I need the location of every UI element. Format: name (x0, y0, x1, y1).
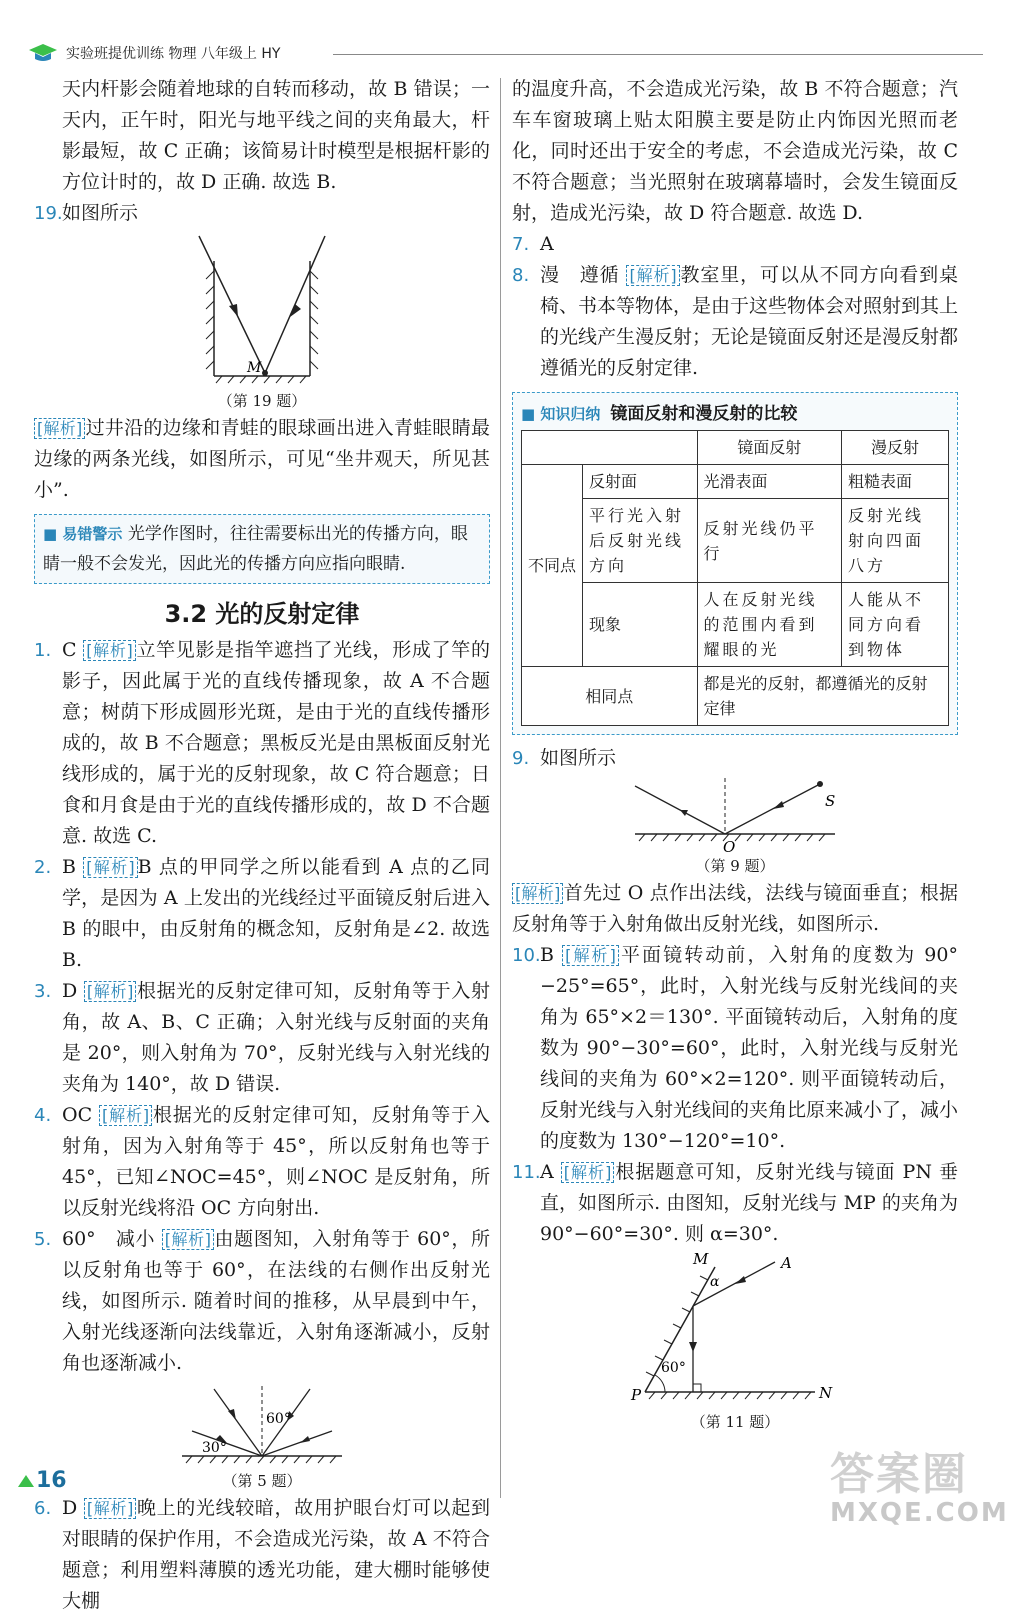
warning-title: ■ 易错警示 (43, 525, 123, 543)
question-2 (34, 852, 490, 976)
same-label: 相同点 (522, 667, 698, 726)
reflection-angle-diagram (172, 1381, 352, 1471)
analysis-text: B 点的甲同学之所以能看到 A 点的乙同学，是因为 A 上发出的光线经过平面镜反射后进入 B 的眼中，由反射角的概念知，反射角是∠2. 故选 B. (62, 856, 490, 971)
cell-mirror: 光滑表面 (697, 465, 841, 499)
table-row (522, 667, 949, 726)
comparison-table (521, 430, 949, 726)
table-row (522, 583, 949, 667)
angle-60-label: 60° (266, 1411, 291, 1427)
knowledge-title: 镜面反射和漫反射的比较 (610, 404, 798, 424)
answer: D (62, 980, 78, 1002)
row-label: 平行光入射后反射光线方向 (583, 499, 698, 583)
analysis-tag: [解析] (83, 857, 137, 878)
table-row (522, 499, 949, 583)
question-19 (34, 198, 490, 229)
answer: B (540, 944, 554, 966)
question-text: 如图所示 (62, 202, 139, 224)
answer: A (540, 233, 554, 255)
watermark (830, 1438, 1025, 1533)
answer: C (62, 639, 77, 661)
column-divider (500, 78, 501, 1498)
left-column (34, 74, 490, 1617)
figure-5 (34, 1381, 490, 1491)
answer: 60° 减小 (62, 1228, 156, 1250)
analysis-text: 教室里，可以从不同方向看到桌椅、书本等物体，是由于这些物体会对照射到其上的光线产生漫反射；无论是镜面反射还是漫反射都遵循光的反射定律. (540, 264, 959, 379)
analysis-text: 由题图知，入射角等于 60°，所以反射角也等于 60°，在法线的右侧作出反射光线，如图所示. 随着时间的推移，从早晨到中午，入射光线逐渐向法线靠近，入射角逐渐减小，反射角也逐渐减小. (62, 1228, 490, 1374)
question-number: 1. (34, 640, 52, 661)
point-m-label: M (693, 1252, 709, 1268)
page-number: 16 (18, 1468, 67, 1493)
header-diffuse: 漫反射 (841, 431, 948, 465)
row-label: 现象 (583, 583, 698, 667)
question-9 (512, 743, 958, 774)
warning-text: 光学作图时，往往需要标出光的传播方向，眼睛一般不会发光，因此光的传播方向应指向眼睛. (43, 524, 468, 574)
analysis-tag: [解析] (84, 1498, 136, 1519)
point-m-label: M (247, 360, 262, 376)
question-number: 7. (512, 234, 530, 255)
figure-caption: （第 11 题） (690, 1413, 780, 1431)
left-continuation-text: 天内杆影会随着地球的自转而移动，故 B 错误；一天内，正午时，阳光与地平线之间的夹角最大，杆影最短，故 C 正确；该简易计时模型是根据杆影的方位计时的，故 D 正确. 故选 B. (62, 78, 490, 193)
cell-diffuse: 反射光线射向四面八方 (841, 499, 948, 583)
analysis-text: 根据光的反射定律可知，反射角等于入射角，因为入射角等于 45°，所以反射角也等于 45°，已知∠NOC=45°，则∠NOC 是反射角，所以反射光线将沿 OC 方向射出. (62, 1104, 490, 1219)
warning-box (34, 514, 490, 584)
question-1 (34, 635, 490, 852)
analysis-tag: [解析] (84, 981, 136, 1002)
normal-line-diagram (625, 776, 845, 856)
cell-diffuse: 粗糙表面 (841, 465, 948, 499)
cell-mirror: 人在反射光线的范围内看到耀眼的光 (697, 583, 841, 667)
angle-60-label: 60° (661, 1360, 686, 1376)
angle-30-label: 30° (202, 1440, 227, 1456)
figure-caption: （第 5 题） (222, 1472, 302, 1490)
well-diagram (192, 231, 332, 391)
same-cell: 都是光的反射，都遵循光的反射定律 (697, 667, 949, 726)
question-11 (512, 1157, 958, 1250)
question-number: 19. (34, 203, 63, 224)
analysis-tag: [解析] (626, 265, 679, 286)
question-number: 4. (34, 1105, 52, 1126)
answer: A (540, 1161, 554, 1183)
question-number: 9. (512, 748, 530, 769)
watermark-logo: 答案圈 (830, 1449, 968, 1500)
question-4 (34, 1100, 490, 1224)
diff-label: 不同点 (522, 465, 583, 667)
point-o-label: O (723, 838, 736, 856)
question-7 (512, 229, 958, 260)
figure-11 (512, 1252, 958, 1432)
analysis-text: 过井沿的边缘和青蛙的眼球画出进入青蛙眼睛最边缘的两条光线，如图所示，可见“坐井观天，所见甚小”. (34, 417, 490, 501)
analysis-tag: [解析] (99, 1105, 152, 1126)
question-text: 如图所示 (540, 747, 617, 769)
figure-19 (34, 231, 490, 411)
figure-9 (512, 776, 958, 876)
section-title: 3.2 光的反射定律 (164, 600, 360, 628)
question-number: 6. (34, 1498, 52, 1519)
analysis-text: 根据题意可知，反射光线与镜面 PN 垂直，如图所示. 由图知，反射光线与 MP 的夹角为 90°−60°=30°. 则 α=30°. (540, 1161, 958, 1245)
answer: D (62, 1497, 78, 1519)
header-title: 实验班提优训练 物理 八年级上 HY (66, 46, 281, 62)
table-row (522, 465, 949, 499)
question-number: 2. (34, 857, 52, 878)
question-number: 5. (34, 1229, 52, 1250)
question-10 (512, 940, 958, 1157)
question-number: 11. (512, 1162, 541, 1183)
page-header (28, 40, 958, 70)
cell-diffuse: 人能从不同方向看到物体 (841, 583, 948, 667)
analysis-tag: [解析] (562, 945, 619, 966)
analysis-text: 晚上的光线较暗，故用护眼台灯可以起到对眼睛的保护作用，不会造成光污染，故 A 不符合题意；利用塑料薄膜的透光功能，建大棚时能够使大棚 (62, 1497, 490, 1612)
analysis-tag: [解析] (512, 883, 563, 904)
header-rule (333, 54, 983, 55)
question-number: 3. (34, 981, 52, 1002)
question-6 (34, 1493, 490, 1617)
up-arrow-icon (18, 1475, 34, 1487)
analysis-text: 首先过 O 点作出法线，法线与镜面垂直；根据反射角等于入射角做出反射光线，如图所示. (512, 882, 958, 935)
analysis-tag: [解析] (162, 1229, 214, 1250)
point-p-label: P (631, 1386, 642, 1404)
cell-mirror: 反射光线仍平行 (697, 499, 841, 583)
answer: OC (62, 1104, 93, 1126)
point-n-label: N (819, 1384, 833, 1402)
analysis-tag: [解析] (83, 640, 136, 661)
graduation-cap-icon (28, 42, 58, 64)
analysis-text: 根据光的反射定律可知，反射角等于入射角，故 A、B、C 正确；入射光线与反射面的夹角是 20°，则入射角为 70°，反射光线与入射光线的夹角为 140°，故 D 错误. (62, 980, 490, 1095)
answer: 漫 遵循 (540, 264, 620, 286)
watermark-url: MXQE.COM (830, 1498, 1009, 1528)
knowledge-summary-box (512, 392, 958, 735)
analysis-tag: [解析] (34, 418, 85, 439)
right-column (512, 74, 958, 1434)
question-5 (34, 1224, 490, 1379)
point-a-label: A (781, 1254, 792, 1272)
answer: B (62, 856, 76, 878)
question-number: 8. (512, 265, 530, 286)
table-row (522, 431, 949, 465)
analysis-tag: [解析] (561, 1162, 615, 1183)
analysis-text: 立竿见影是指竿遮挡了光线，形成了竿的影子，因此属于光的直线传播现象，故 A 不合题意；树荫下形成圆形光斑，是由于光的直线传播形成的，故 B 不合题意；黑板反光是由黑板面反射光线形成的，属于光的反射现象，故 C 符合题意；日食和月食是由于光的直线传播形成的，故 D 不合题意. 故选 C. (62, 639, 490, 847)
question-8 (512, 260, 958, 384)
figure-caption: （第 19 题） (217, 392, 307, 410)
header-mirror: 镜面反射 (697, 431, 841, 465)
angle-alpha-label: α (710, 1274, 720, 1290)
figure-caption: （第 9 题） (695, 857, 775, 875)
point-s-label: S (825, 792, 836, 810)
question-number: 10. (512, 945, 541, 966)
mirror-angle-diagram (615, 1252, 855, 1412)
row-label: 反射面 (583, 465, 698, 499)
knowledge-label: ■ 知识归纳 (521, 405, 601, 423)
analysis-text: 平面镜转动前，入射角的度数为 90°−25°=65°，此时，入射光线与反射光线间的夹角为 65°×2＝130°. 平面镜转动后，入射角的度数为 90°−30°=60°，此时，入射光线与反射光线间的夹角为 60°×2=120°. 则平面镜转动后，反射光线与入射光线间的夹角比原来减小了，减小的度数为 130°−120°=10°. (540, 944, 959, 1152)
question-3 (34, 976, 490, 1100)
right-continuation-text: 的温度升高，不会造成光污染，故 B 不符合题意；汽车车窗玻璃上贴太阳膜主要是防止内饰因光照而老化，同时还出于安全的考虑，不会造成光污染，故 C 不符合题意；当光照射在玻璃幕墙时，会发生镜面反射，造成光污染，故 D 符合题意. 故选 D. (512, 78, 958, 224)
